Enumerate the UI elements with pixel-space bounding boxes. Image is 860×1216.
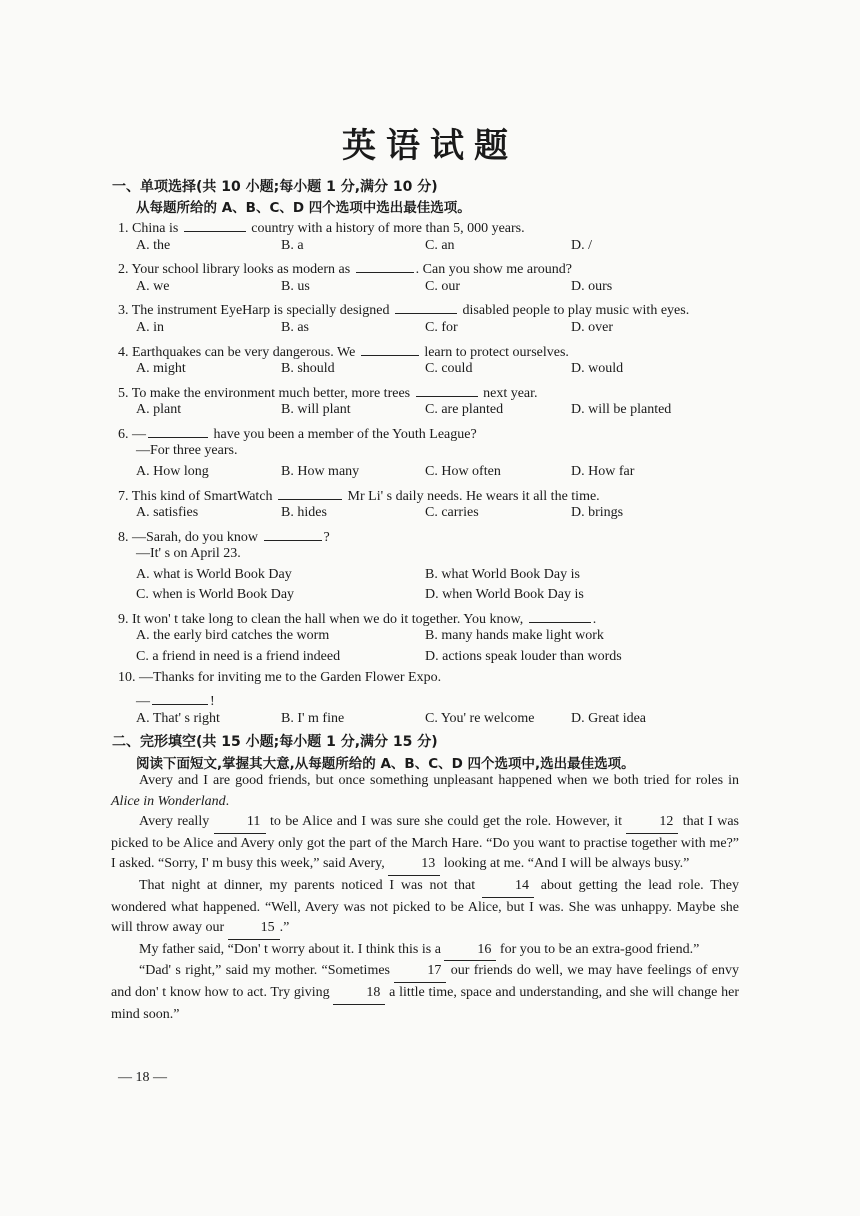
paragraph-3: That night at dinner, my parents noticed I was not that 14 about getting the lead role. They wondered what happened. “Well, Avery was not picked to be Alice, but I was. She was unhappy. Maybe she will throw away our 15 .” bbox=[111, 876, 739, 940]
q5-option-b: B. will plant bbox=[281, 402, 351, 417]
paragraph-2: Avery really 11 to be Alice and I was sure she could get the role. However, it 12 that I was picked to be Alice and Avery only got the part of the March Hare. “Do you want to practise together with me?” I asked. “Sorry, I' m busy this week,” said Avery, 13 looking at me. “And I will be always busy.” bbox=[111, 812, 739, 876]
q3-option-a: A. in bbox=[136, 320, 164, 335]
question-8: 8. —Sarah, do you know ? bbox=[118, 526, 330, 546]
q8-option-c: C. when is World Book Day bbox=[136, 587, 295, 602]
q10-option-c: C. You' re welcome bbox=[425, 711, 535, 726]
q8-reply: —It' s on April 23. bbox=[136, 546, 241, 561]
q1-option-a: A. the bbox=[136, 238, 171, 253]
q9-option-c: C. a friend in need is a friend indeed bbox=[136, 649, 341, 664]
q9-option-a: A. the early bird catches the worm bbox=[136, 628, 330, 643]
question-9: 9. It won' t take long to clean the hall when we do it together. You know, . bbox=[118, 608, 596, 628]
q9-option-d: D. actions speak louder than words bbox=[425, 649, 622, 664]
question-4: 4. Earthquakes can be very dangerous. We learn to protect ourselves. bbox=[118, 341, 569, 361]
q8-option-a: A. what is World Book Day bbox=[136, 567, 292, 582]
q10-option-b: B. I' m fine bbox=[281, 711, 345, 726]
q10-reply: — ! bbox=[136, 690, 215, 710]
question-1: 1. China is country with a history of more than 5, 000 years. bbox=[118, 217, 525, 237]
q8-option-d: D. when World Book Day is bbox=[425, 587, 584, 602]
q6-option-a: A. How long bbox=[136, 464, 209, 479]
q1-option-b: B. a bbox=[281, 238, 304, 253]
q3-option-d: D. over bbox=[571, 320, 613, 335]
question-5: 5. To make the environment much better, more trees next year. bbox=[118, 382, 538, 402]
q7-option-d: D. brings bbox=[571, 505, 624, 520]
q6-option-c: C. How often bbox=[425, 464, 501, 479]
q8-option-b: B. what World Book Day is bbox=[425, 567, 580, 582]
page-title: 英语试题 bbox=[342, 126, 518, 166]
section2-heading: 二、完形填空(共 15 小题;每小题 1 分,满分 15 分) bbox=[112, 734, 438, 750]
section1-instruction: 从每题所给的 A、B、C、D 四个选项中选出最佳选项。 bbox=[136, 200, 471, 216]
q4-option-d: D. would bbox=[571, 361, 624, 376]
q7-option-c: C. carries bbox=[425, 505, 479, 520]
cloze-passage bbox=[111, 771, 739, 1025]
question-3: 3. The instrument EyeHarp is specially designed disabled people to play music with eyes. bbox=[118, 299, 689, 319]
q7-option-a: A. satisfies bbox=[136, 505, 199, 520]
q4-option-a: A. might bbox=[136, 361, 186, 376]
section2-instruction: 阅读下面短文,掌握其大意,从每题所给的 A、B、C、D 四个选项中,选出最佳选项。 bbox=[136, 756, 635, 772]
q1-option-d: D. / bbox=[571, 238, 592, 253]
paragraph-4: My father said, “Don' t worry about it. I think this is a 16 for you to be an extra-good friend.” bbox=[111, 940, 739, 962]
q6-option-b: B. How many bbox=[281, 464, 360, 479]
q6-option-d: D. How far bbox=[571, 464, 635, 479]
q5-option-a: A. plant bbox=[136, 402, 182, 417]
question-6: 6. — have you been a member of the Youth League? bbox=[118, 423, 477, 443]
paragraph-5: “Dad' s right,” said my mother. “Sometimes 17 our friends do well, we may have feelings of envy and don' t know how to act. Try giving 18 a little time, space and understanding, and she will change her mind soon.” bbox=[111, 963, 739, 1022]
q5-option-c: C. are planted bbox=[425, 402, 504, 417]
q2-option-b: B. us bbox=[281, 279, 310, 294]
q1-option-c: C. an bbox=[425, 238, 455, 253]
q7-option-b: B. hides bbox=[281, 505, 327, 520]
q4-option-c: C. could bbox=[425, 361, 473, 376]
q10-option-a: A. That' s right bbox=[136, 711, 220, 726]
question-10: 10. —Thanks for inviting me to the Garden Flower Expo. bbox=[118, 670, 442, 685]
page-number: — 18 — bbox=[118, 1070, 167, 1085]
q2-option-a: A. we bbox=[136, 279, 170, 294]
q10-option-d: D. Great idea bbox=[571, 711, 647, 726]
q3-option-b: B. as bbox=[281, 320, 309, 335]
q6-reply: —For three years. bbox=[136, 443, 238, 458]
q4-option-b: B. should bbox=[281, 361, 335, 376]
q9-option-b: B. many hands make light work bbox=[425, 628, 604, 643]
q2-option-d: D. ours bbox=[571, 279, 613, 294]
question-2: 2. Your school library looks as modern as . Can you show me around? bbox=[118, 258, 572, 278]
q2-option-c: C. our bbox=[425, 279, 460, 294]
section1-heading: 一、单项选择(共 10 小题;每小题 1 分,满分 10 分) bbox=[112, 179, 438, 195]
q3-option-c: C. for bbox=[425, 320, 458, 335]
question-7: 7. This kind of SmartWatch Mr Li' s daily needs. He wears it all the time. bbox=[118, 485, 600, 505]
paragraph-1: Avery and I are good friends, but once something unpleasant happened when we both tried for roles in Alice in Wonderland. bbox=[111, 773, 739, 809]
q5-option-d: D. will be planted bbox=[571, 402, 672, 417]
